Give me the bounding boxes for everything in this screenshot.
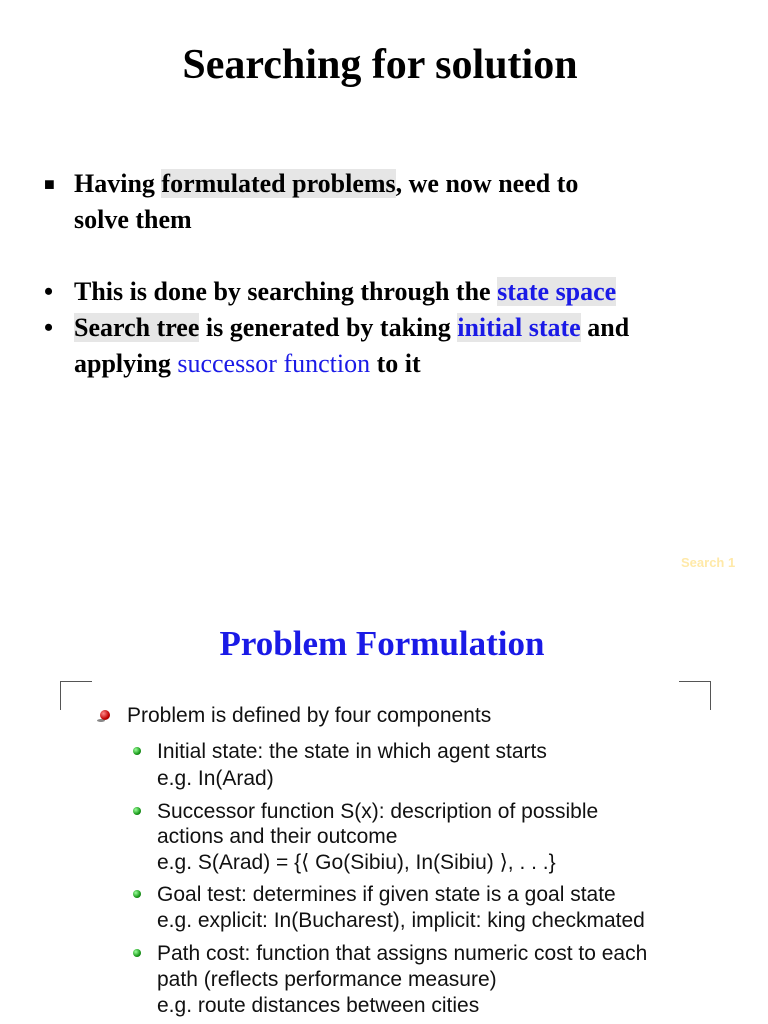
item-3-line-2: e.g. explicit: In(Bucharest), implicit: king checkmated xyxy=(157,909,645,932)
item-2-line-1: Successor function S(x): description of possible xyxy=(157,800,599,823)
item-1-line-1: Initial state: the state in which agent starts xyxy=(157,740,547,763)
item-4-line-2: path (reflects performance measure) xyxy=(157,968,497,991)
dot-bullet-icon: • xyxy=(44,313,54,342)
paragraph-3-line-1: Search tree is generated by taking initial state and xyxy=(74,313,630,342)
slide-2 xyxy=(0,596,768,1024)
corner-bracket-left xyxy=(60,681,92,710)
square-bullet-icon: ■ xyxy=(44,174,55,194)
item-2-line-2: actions and their outcome xyxy=(157,825,398,848)
link-state-space[interactable]: state space xyxy=(497,277,617,306)
paragraph-2: This is done by searching through the state space xyxy=(74,277,617,306)
link-initial-state[interactable]: initial state xyxy=(457,313,581,342)
dot-bullet-icon: • xyxy=(44,277,54,306)
red-ball-bullet-icon xyxy=(100,710,110,720)
item-4-line-1: Path cost: function that assigns numeric cost to each xyxy=(157,942,648,965)
paragraph-3-line-2: applying successor function to it xyxy=(74,349,421,378)
green-ball-bullet-icon xyxy=(133,949,141,957)
successor-function-text: successor function xyxy=(177,349,371,378)
green-ball-bullet-icon xyxy=(133,807,141,815)
green-ball-bullet-icon xyxy=(133,747,141,755)
item-3-line-1: Goal test: determines if given state is a goal state xyxy=(157,883,616,906)
paragraph-1-line-1: Having formulated problems, we now need to xyxy=(74,169,579,198)
slide-footer: Search 1 xyxy=(681,555,736,570)
main-bullet-text: Problem is defined by four components xyxy=(127,704,492,727)
paragraph-1-line-2: solve them xyxy=(74,205,192,234)
highlight-formulated-problems: formulated problems xyxy=(161,169,396,198)
item-1-line-2: e.g. In(Arad) xyxy=(157,767,274,790)
item-2-line-3: e.g. S(Arad) = {⟨ Go(Sibiu), In(Sibiu) ⟩, . . .} xyxy=(157,851,556,874)
slide-1-title: Searching for solution xyxy=(182,42,578,88)
item-4-line-3: e.g. route distances between cities xyxy=(157,994,480,1017)
corner-bracket-right xyxy=(679,681,711,710)
highlight-search-tree: Search tree xyxy=(74,313,200,342)
slide-2-title: Problem Formulation xyxy=(219,624,545,663)
green-ball-bullet-icon xyxy=(133,890,141,898)
